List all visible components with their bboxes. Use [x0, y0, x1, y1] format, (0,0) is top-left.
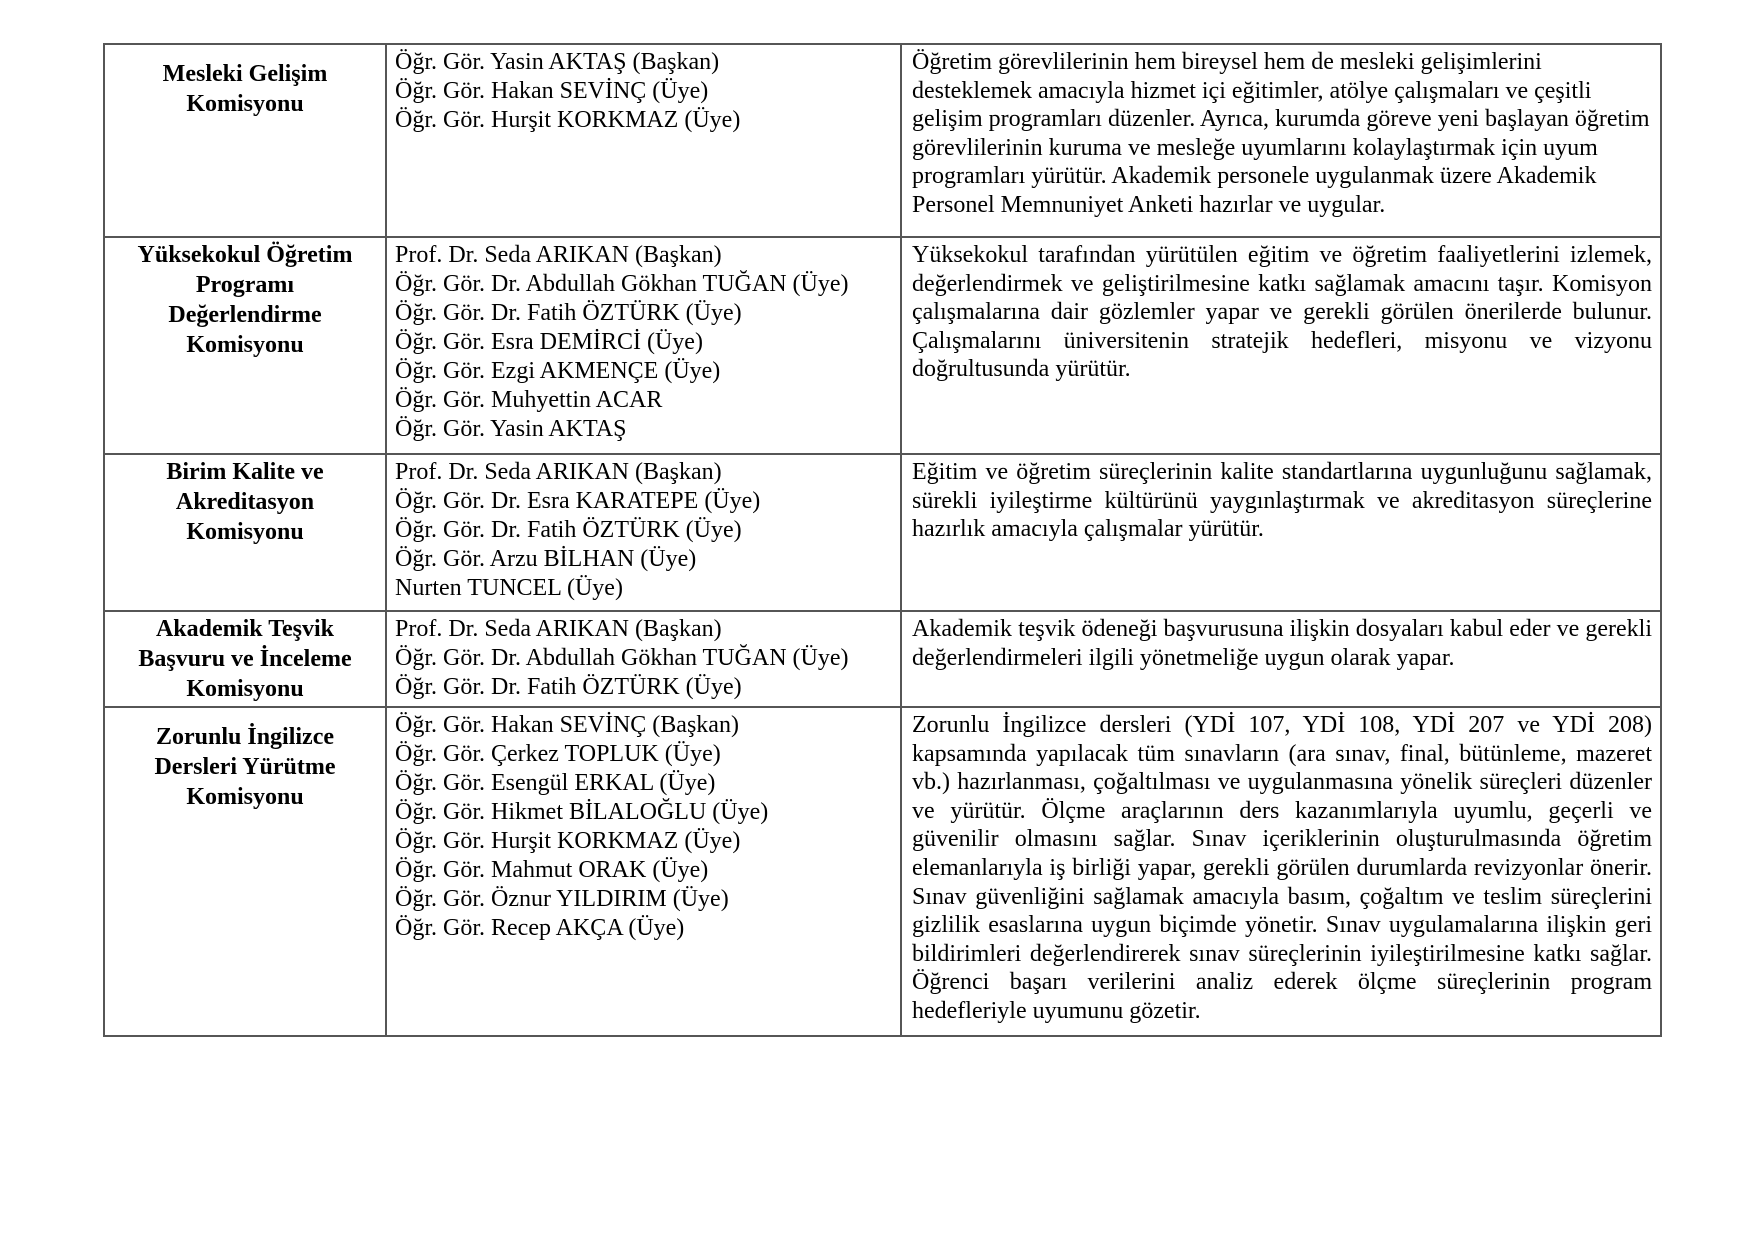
table-row	[104, 44, 1661, 237]
member-item: Öğr. Gör. Çerkez TOPLUK (Üye)	[395, 741, 721, 767]
member-item: Öğr. Gör. Yasin AKTAŞ	[395, 416, 627, 442]
commission-name-cell	[104, 611, 386, 707]
commission-description: Akademik teşvik ödeneği başvurusuna ilişkin dosyaları kabul eder ve gerekli değerlendirmeleri ilgili yönetmeliğe uygun olarak yapar.	[912, 616, 1652, 671]
member-item: Öğr. Gör. Dr. Esra KARATEPE (Üye)	[395, 488, 761, 514]
commission-name: Akademik Teşvik Başvuru ve İnceleme Komisyonu	[138, 616, 352, 702]
member-item: Öğr. Gör. Öznur YILDIRIM (Üye)	[395, 886, 729, 912]
member-item: Öğr. Gör. Hurşit KORKMAZ (Üye)	[395, 828, 741, 854]
commission-name-cell	[104, 707, 386, 1036]
member-item: Öğr. Gör. Dr. Fatih ÖZTÜRK (Üye)	[395, 517, 742, 543]
commission-name-cell	[104, 44, 386, 237]
member-item: Öğr. Gör. Hakan SEVİNÇ (Başkan)	[395, 712, 739, 738]
table-row	[104, 237, 1661, 454]
commission-name-cell	[104, 454, 386, 611]
commission-members-cell	[386, 44, 901, 237]
commission-name: Yüksekokul Öğretim Programı Değerlendirme Komisyonu	[137, 242, 353, 358]
member-item: Öğr. Gör. Muhyettin ACAR	[395, 387, 663, 413]
member-item: Öğr. Gör. Hurşit KORKMAZ (Üye)	[395, 107, 741, 133]
member-item: Öğr. Gör. Dr. Abdullah Gökhan TUĞAN (Üye)	[395, 645, 849, 671]
commission-members-cell	[386, 454, 901, 611]
member-item: Öğr. Gör. Arzu BİLHAN (Üye)	[395, 546, 697, 572]
commission-name: Mesleki Gelişim Komisyonu	[162, 61, 328, 117]
member-item: Öğr. Gör. Yasin AKTAŞ (Başkan)	[395, 49, 720, 75]
commission-name-cell	[104, 237, 386, 454]
member-item: Öğr. Gör. Recep AKÇA (Üye)	[395, 915, 685, 941]
commission-table	[103, 43, 1662, 1037]
member-item: Öğr. Gör. Esengül ERKAL (Üye)	[395, 770, 716, 796]
commission-description: Öğretim görevlilerinin hem bireysel hem de mesleki gelişimlerini desteklemek amacıyla hizmet içi eğitimler, atölye çalışmaları ve çeşitli gelişim programları düzenler. Ayrıca, kurumda göreve yeni başlayan öğretim görevlilerinin kuruma ve mesleğe uyumlarını kolaylaştırmak için uyum programları yürütür. Akademik personele uygulanmak üzere Akademik Personel Memnuniyet Anketi hazırlar ve uygular.	[912, 49, 1650, 218]
member-item: Öğr. Gör. Ezgi AKMENÇE (Üye)	[395, 358, 721, 384]
member-item: Öğr. Gör. Esra DEMİRCİ (Üye)	[395, 329, 703, 355]
commission-members-cell	[386, 237, 901, 454]
member-item: Öğr. Gör. Dr. Fatih ÖZTÜRK (Üye)	[395, 674, 742, 700]
commission-description-cell	[901, 611, 1661, 707]
member-item: Prof. Dr. Seda ARIKAN (Başkan)	[395, 459, 722, 485]
commission-description-cell	[901, 44, 1661, 237]
commission-name: Zorunlu İngilizce Dersleri Yürütme Komisyonu	[154, 724, 336, 810]
member-item: Prof. Dr. Seda ARIKAN (Başkan)	[395, 242, 722, 268]
member-item: Öğr. Gör. Hikmet BİLALOĞLU (Üye)	[395, 799, 769, 825]
commission-description-cell	[901, 237, 1661, 454]
commission-name: Birim Kalite ve Akreditasyon Komisyonu	[166, 459, 324, 545]
member-item: Öğr. Gör. Dr. Abdullah Gökhan TUĞAN (Üye)	[395, 271, 849, 297]
commission-description: Yüksekokul tarafından yürütülen eğitim ve öğretim faaliyetlerini izlemek, değerlendirmek ve geliştirilmesine katkı sağlamak amacını taşır. Komisyon çalışmalarına dair gözlemler yapar ve gerekli görülen önerilerde bulunur. Çalışmalarını üniversitenin stratejik hedefleri, misyonu ve vizyonu doğrultusunda yürütür.	[912, 242, 1652, 383]
commission-description-cell	[901, 707, 1661, 1036]
table-row	[104, 707, 1661, 1036]
member-item: Öğr. Gör. Hakan SEVİNÇ (Üye)	[395, 78, 709, 104]
commission-members-cell	[386, 707, 901, 1036]
table-row	[104, 611, 1661, 707]
member-item: Öğr. Gör. Mahmut ORAK (Üye)	[395, 857, 709, 883]
member-item: Nurten TUNCEL (Üye)	[395, 575, 623, 601]
table-row	[104, 454, 1661, 611]
member-item: Prof. Dr. Seda ARIKAN (Başkan)	[395, 616, 722, 642]
commission-description: Eğitim ve öğretim süreçlerinin kalite standartlarına uygunluğunu sağlamak, sürekli iyileştirme kültürünü yaygınlaştırmak ve akreditasyon süreçlerine hazırlık amacıyla çalışmalar yürütür.	[912, 459, 1652, 543]
commission-members-cell	[386, 611, 901, 707]
commission-description: Zorunlu İngilizce dersleri (YDİ 107, YDİ 108, YDİ 207 ve YDİ 208) kapsamında yapılacak tüm sınavların (ara sınav, final, bütünleme, mazeret vb.) hazırlanması, çoğaltılması ve uygulanmasına yönelik süreçleri düzenler ve yürütür. Ölçme araçlarının ders kazanımlarıyla uyumlu, geçerli ve güvenilir olmasını sağlar. Sınav içeriklerinin oluşturulmasında öğretim elemanlarıyla iş birliği yapar, gerekli görülen durumlarda revizyonlar önerir. Sınav güvenliğini sağlamak amacıyla basım, çoğaltım ve teslim süreçlerini gizlilik esaslarına uygun biçimde yönetir. Sınav uygulamalarına ilişkin geri bildirimleri değerlendirerek sınav süreçlerinin iyileştirilmesine katkı sağlar. Öğrenci başarı verilerini analiz ederek ölçme süreçlerinin program hedefleriyle uyumunu gözetir.	[912, 712, 1652, 1024]
member-item: Öğr. Gör. Dr. Fatih ÖZTÜRK (Üye)	[395, 300, 742, 326]
commission-description-cell	[901, 454, 1661, 611]
